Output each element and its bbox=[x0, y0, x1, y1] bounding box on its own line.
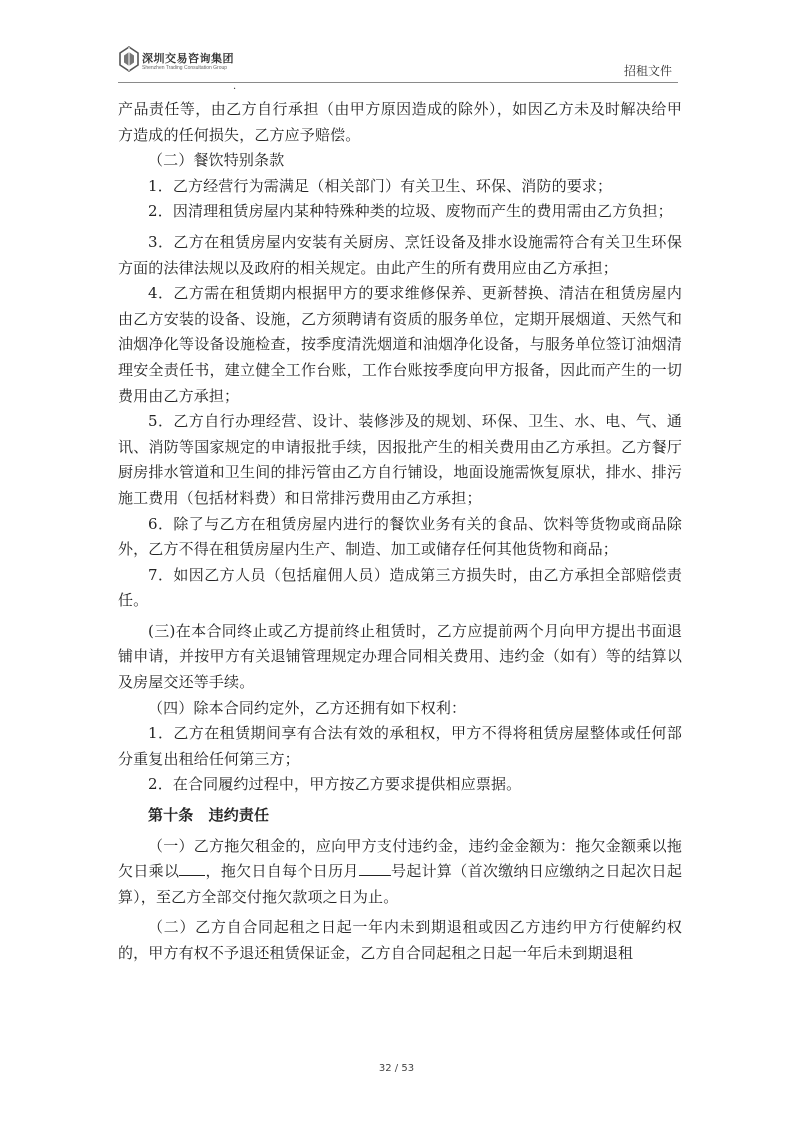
logo-mark-icon bbox=[118, 46, 140, 72]
clause-paragraph: (三)在本合同终止或乙方提前终止租赁时，乙方应提前两个月向甲方提出书面退铺申请，并按甲方有关退铺管理规定办理合同相关费用、违约金（如有）等的结算以及房屋交还等手续。 bbox=[118, 621, 682, 692]
clause-item: 5．乙方自行办理经营、设计、装修涉及的规划、环保、卫生、水、电、气、通讯、消防等国家规定的申请报批手续，因报批产生的相关费用由乙方承担。乙方餐厅厨房排水管道和卫生间的排污管由乙方自行铺设，地面设施需恢复原状，排水、排污施工费用（包括材料费）和日常排污费用由乙方承担； bbox=[118, 412, 682, 507]
section-heading-2: （二）餐饮特别条款 bbox=[148, 151, 285, 170]
document-body bbox=[118, 97, 682, 967]
clause-item: 1．乙方经营行为需满足（相关部门）有关卫生、环保、消防的要求； bbox=[148, 176, 613, 195]
clause-paragraph: （二）乙方自合同起租之日起一年内未到期退租或因乙方违约甲方行使解约权的，甲方有权不予退还租赁保证金，乙方自合同起租之日起一年后未到期退租 bbox=[118, 918, 682, 962]
clause-item: 1．乙方在租赁期间享有合法有效的承租权，甲方不得将租赁房屋整体或任何部分重复出租给任何第三方； bbox=[118, 724, 682, 768]
scan-dot: · bbox=[233, 84, 237, 95]
blank-field-rate[interactable] bbox=[179, 859, 205, 876]
clause-item: 2．因清理租赁房屋内某种特殊种类的垃圾、废物而产生的费用需由乙方负担； bbox=[148, 202, 673, 221]
article-heading: 第十条 违约责任 bbox=[148, 806, 270, 825]
clause-item: 6．除了与乙方在租赁房屋内进行的餐饮业务有关的食品、饮料等货物或商品除外，乙方不得在租赁房屋内生产、制造、加工或储存任何其他货物和商品； bbox=[118, 514, 682, 559]
penalty-text-1: （一）乙方拖欠租金的，应向甲方支付违约金，违约金金额为：拖欠金额乘以拖欠日乘以 bbox=[118, 836, 682, 881]
company-logo bbox=[118, 46, 258, 80]
penalty-clause bbox=[118, 834, 682, 911]
penalty-text-3: 号起计算（首次缴纳日应缴纳之日起次日起算），至乙方全部交付拖欠款项之日为止。 bbox=[118, 862, 682, 906]
document-label: 招租文件 bbox=[623, 64, 672, 78]
logo-name: 深圳交易咨询集团 bbox=[142, 52, 234, 65]
clause-item: 2．在合同履约过程中，甲方按乙方要求提供相应票据。 bbox=[148, 775, 522, 794]
penalty-text-2: ，拖欠日自每个日历月 bbox=[205, 862, 359, 881]
page-header bbox=[118, 40, 678, 83]
page-number: 32 / 53 bbox=[378, 1063, 415, 1074]
logo-english-name: Shenzhen Trading Consultation Group bbox=[142, 65, 228, 71]
section-heading-4: （四）除本合同约定外，乙方还拥有如下权利： bbox=[148, 698, 467, 717]
clause-item: 3．乙方在租赁房屋内安装有关厨房、烹饪设备及排水设施需符合有关卫生环保方面的法律法规以及政府的相关规定。由此产生的所有费用应由乙方承担； bbox=[118, 232, 682, 277]
blank-field-day[interactable] bbox=[359, 859, 391, 876]
clause-item: 4．乙方需在租赁期内根据甲方的要求维修保养、更新替换、清洁在租赁房屋内由乙方安装的设备、设施，乙方须聘请有资质的服务单位，定期开展烟道、天然气和油烟净化等设备设施检查，按季度清洗烟道和油烟净化设备，与服务单位签订油烟清理安全责任书，建立健全工作台账，工作台账按季度向甲方报备，因此而产生的一切费用由乙方承担； bbox=[118, 284, 682, 405]
clause-item: 7．如因乙方人员（包括雇佣人员）造成第三方损失时，由乙方承担全部赔偿责任。 bbox=[118, 565, 682, 610]
paragraph-continuation: 产品责任等，由乙方自行承担（由甲方原因造成的除外），如因乙方未及时解决给甲方造成的任何损失，乙方应予赔偿。 bbox=[118, 100, 682, 144]
